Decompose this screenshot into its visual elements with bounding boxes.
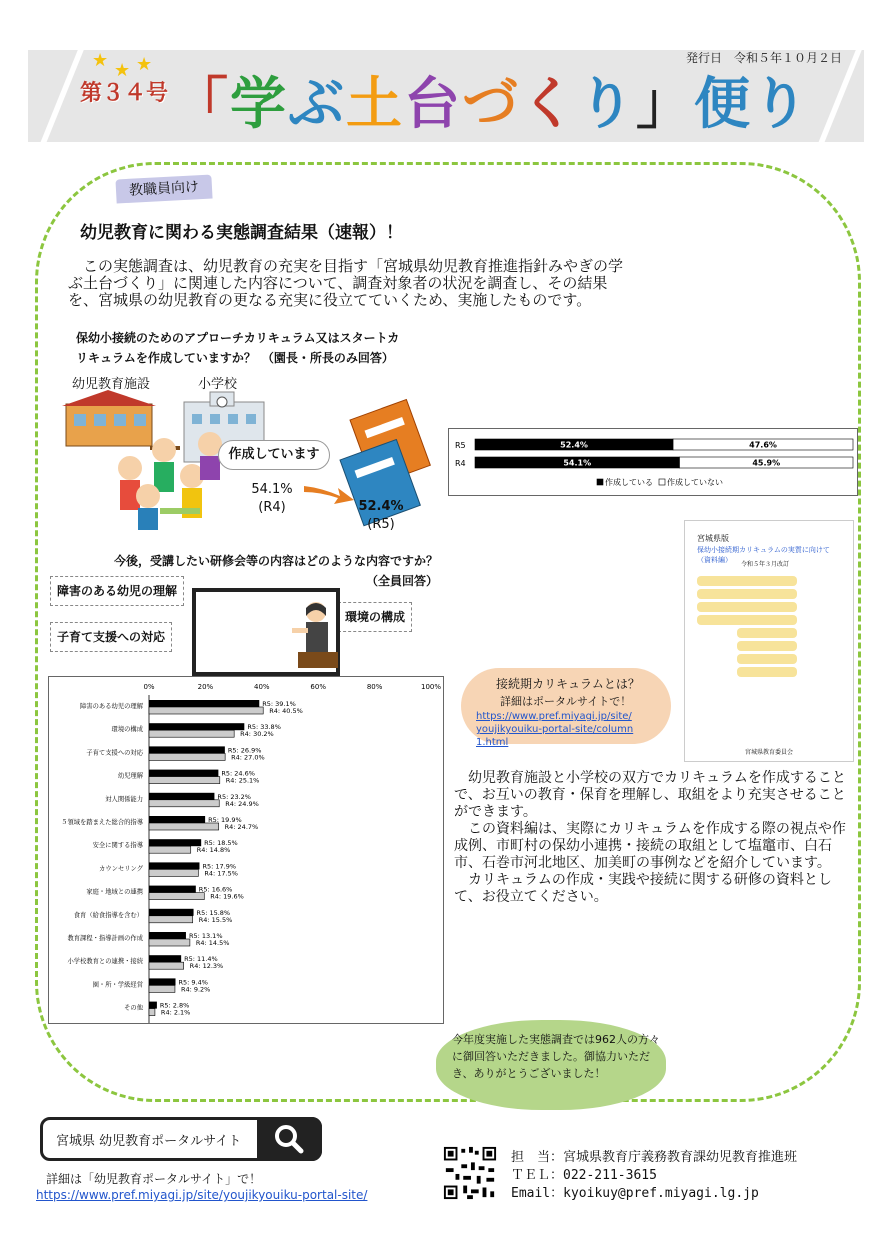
- body-paragraph: この資料編は、実際にカリキュラムを作成する際の視点や作成例、市町村の保幼小連携・接続の取組として塩竈市、白石市、石巻市河北地区、加美町の事例などを紹介しています。: [454, 821, 846, 871]
- body-paragraph: 幼児教育施設と小学校の双方でカリキュラムを作成することで、お互いの教育・保育を理解し、取組をより充実させることができます。: [454, 770, 846, 820]
- training-bar-svg: [49, 677, 443, 1023]
- bar-r4: [149, 707, 263, 714]
- audience-tag: 教職員向け: [115, 175, 212, 204]
- bar-r5: [149, 723, 244, 730]
- bar-r4: [149, 962, 184, 969]
- bar-r5: [149, 839, 201, 846]
- value-label-r4: R4: 40.5%: [269, 707, 303, 715]
- value-label-r4: R4: 2.1%: [160, 1008, 191, 1017]
- search-button[interactable]: [257, 1117, 322, 1161]
- contact-email: Email：kyoikuy@pref.miyagi.lg.jp: [511, 1186, 759, 1201]
- value-label-r4: R4: 14.8%: [196, 846, 231, 855]
- value-label-r5: R5: 15.8%: [196, 908, 231, 917]
- value-label-r4: R4: 12.3%: [189, 962, 224, 971]
- stack-category-label: R5: [455, 441, 466, 450]
- title-char: 土: [346, 72, 404, 137]
- title-char: り: [578, 72, 636, 137]
- arrow-icon: [302, 482, 356, 506]
- bar-r4: [149, 1009, 155, 1016]
- stack-value-label: 54.1%: [563, 458, 592, 468]
- value-label-r4: R4: 25.1%: [225, 776, 260, 785]
- title-char: 台: [404, 72, 462, 137]
- category-label: 教育課程・指導計画の作成: [67, 935, 143, 942]
- category-label: 幼児理解: [117, 772, 143, 780]
- r4-percentage: 54.1% (R4): [251, 482, 293, 515]
- x-tick-label: 80%: [366, 683, 383, 691]
- teacher-icon: [286, 598, 338, 672]
- footer-detail: 詳細は「幼児教育ポータルサイト」で！: [46, 1172, 262, 1186]
- question-2: 今後，受講したい研修会等の内容はどのような内容ですか？ （全員回答）: [113, 554, 438, 588]
- intro-paragraph: この実態調査は、幼児教育の充実を目指す「宮城県幼児教育推進指針みやぎの学ぶ土台づくり」に関連した内容について、調査対象者の状況を調査し、その結果を、宮城県の幼児教育の更なる充実に役立てていくため、実施したものです。: [68, 257, 624, 309]
- bar-r5: [149, 793, 214, 800]
- r5-percentage: 52.4% (R5): [358, 499, 404, 532]
- title-char: 」: [636, 72, 694, 137]
- contact-tel: ＴＥＬ：022-211-3615: [511, 1168, 657, 1183]
- category-label: 対人関係能力: [105, 795, 143, 803]
- legend-swatch: [597, 479, 603, 485]
- bar-r4: [149, 800, 219, 807]
- value-label-r4: R4: 19.6%: [210, 892, 244, 901]
- contact-info: [511, 1149, 797, 1203]
- label-kindergarten: 幼児教育施設: [72, 377, 151, 392]
- bubble-creating: 作成しています: [218, 440, 330, 470]
- cover-date: 令和５年３月改訂: [741, 561, 790, 568]
- bar-r4: [149, 846, 191, 853]
- bar-r4: [149, 823, 219, 830]
- category-label: 食育（給食指導を含む）: [73, 911, 143, 919]
- category-label: 障害のある幼児の理解: [80, 703, 143, 710]
- stack-value-label: 52.4%: [560, 440, 588, 450]
- thanks-message: 今年度実施した実態調査では962人の方々に御回答いただきました。御協力いただき、ありがとうございました！: [452, 1033, 660, 1080]
- value-label-r5: R5: 17.9%: [202, 862, 237, 871]
- bar-r5: [149, 770, 218, 777]
- value-label-r5: R5: 24.6%: [221, 769, 255, 778]
- tag-parenting: 子育て支援への対応: [50, 622, 172, 652]
- value-label-r4: R4: 24.7%: [224, 823, 259, 831]
- legend-label: 作成している: [605, 478, 653, 487]
- value-label-r4: R4: 15.5%: [198, 915, 233, 924]
- bar-r4: [149, 753, 225, 760]
- value-label-r5: R5: 33.8%: [247, 723, 281, 732]
- value-label-r4: R4: 30.2%: [240, 730, 274, 739]
- category-label: 園・所・学級経営: [92, 981, 143, 989]
- title-char: 学: [230, 72, 288, 137]
- title-char: 便: [694, 72, 752, 137]
- bar-r5: [149, 700, 259, 707]
- question-1: 保幼小接続のためのアプローチカリキュラム又はスタートカ リキュラムを作成していますか？ （園長・所長のみ回答）: [76, 331, 400, 365]
- title-char: ぶ: [288, 72, 346, 137]
- value-label-r4: R4: 9.2%: [180, 985, 211, 994]
- bar-r4: [149, 893, 204, 900]
- curriculum-title: 接続期カリキュラムとは？: [496, 677, 640, 691]
- value-label-r5: R5: 16.6%: [198, 885, 233, 894]
- qr-code-icon: [441, 1145, 499, 1201]
- stacked-bar-svg: [449, 429, 857, 495]
- category-label: ５領域を踏まえた総合的指導: [61, 819, 143, 826]
- bar-r4: [149, 777, 220, 784]
- bar-r5: [149, 816, 205, 823]
- bar-r4: [149, 916, 193, 923]
- bar-r5: [149, 1002, 157, 1009]
- bar-r5: [149, 746, 225, 753]
- bar-r5: [149, 932, 186, 939]
- training-bar-chart: [48, 676, 444, 1024]
- body-paragraph: カリキュラムの作成・実践や接続に関する研修の資料として、お役立てください。: [454, 872, 832, 905]
- category-label: 環境の構成: [111, 726, 143, 734]
- document-cover-thumbnail: [684, 520, 854, 762]
- contact-person: 担 当：宮城県教育庁義務教育課幼児教育推進班: [511, 1150, 798, 1165]
- legend-swatch: [659, 479, 665, 485]
- issue-number: 第３４号: [80, 81, 169, 106]
- category-label: 子育て支援への対応: [86, 749, 143, 757]
- value-label-r5: R5: 18.5%: [204, 839, 238, 848]
- bar-r4: [149, 939, 190, 946]
- title-char: づ: [462, 72, 520, 137]
- stack-value-label: 45.9%: [752, 458, 781, 468]
- value-label-r5: R5: 11.4%: [184, 955, 218, 964]
- value-label-r5: R5: 2.8%: [159, 1001, 190, 1010]
- curriculum-link[interactable]: https://www.pref.miyagi.jp/site/youjikyouiku-portal-site/column1.html: [476, 711, 634, 748]
- tag-disability: 障害のある幼児の理解: [50, 576, 184, 606]
- category-label: 安全に関する指導: [92, 842, 143, 850]
- cover-org: 宮城県版: [697, 534, 729, 543]
- x-tick-label: 20%: [197, 683, 214, 691]
- cover-toc: [697, 573, 797, 713]
- bar-r4: [149, 730, 234, 737]
- title-char: 「: [172, 72, 230, 137]
- stack-value-label: 47.6%: [749, 440, 777, 450]
- value-label-r5: R5: 39.1%: [262, 700, 296, 708]
- cover-title: 保幼小接続期カリキュラムの実質に向けて（資料編）: [697, 546, 830, 564]
- body-text: [454, 770, 856, 906]
- value-label-r5: R5: 23.2%: [217, 792, 251, 801]
- stack-category-label: R4: [455, 459, 466, 468]
- value-label-r5: R5: 19.9%: [208, 816, 242, 824]
- cover-footer: 宮城県教育委員会: [745, 749, 794, 756]
- stacked-bar-chart: [448, 428, 858, 496]
- x-tick-label: 100%: [420, 683, 442, 691]
- bar-r5: [149, 862, 199, 869]
- value-label-r4: R4: 24.9%: [225, 799, 259, 808]
- article-title: 幼児教育に関わる実態調査結果（速報）！: [80, 223, 403, 243]
- value-label-r5: R5: 26.9%: [227, 746, 262, 755]
- category-label: 小学校教育との連携・接続: [67, 958, 143, 966]
- category-label: その他: [124, 1004, 143, 1012]
- value-label-r4: R4: 27.0%: [231, 753, 265, 762]
- publish-date: 発行日 令和５年１０月２日: [686, 51, 843, 65]
- bar-r4: [149, 985, 175, 992]
- bar-r5: [149, 909, 194, 916]
- newsletter-title: [172, 60, 810, 140]
- category-label: 家庭・地域との連携: [86, 888, 143, 896]
- curriculum-subtitle: 詳細はポータルサイトで！: [500, 695, 632, 708]
- bar-r5: [149, 978, 176, 985]
- x-tick-label: 60%: [310, 683, 326, 691]
- x-tick-label: 40%: [254, 683, 270, 691]
- value-label-r5: R5: 9.4%: [178, 978, 208, 987]
- category-label: カウンセリング: [99, 865, 143, 873]
- label-school: 小学校: [198, 377, 238, 392]
- bar-r5: [149, 886, 196, 893]
- legend-label: 作成していない: [667, 478, 723, 487]
- value-label-r4: R4: 17.5%: [204, 869, 238, 878]
- title-char: り: [752, 72, 810, 137]
- bar-r5: [149, 955, 181, 962]
- search-text: 宮城県 幼児教育ポータルサイト: [56, 1134, 242, 1149]
- portal-link[interactable]: https://www.pref.miyagi.jp/site/youjikyouiku-portal-site/: [36, 1188, 368, 1202]
- bar-r4: [149, 869, 198, 876]
- x-tick-label: 0%: [143, 683, 155, 691]
- value-label-r5: R5: 13.1%: [188, 932, 223, 940]
- search-icon: [257, 1117, 322, 1161]
- tag-environment: 環境の構成: [338, 602, 412, 632]
- title-char: く: [520, 72, 578, 137]
- value-label-r4: R4: 14.5%: [195, 939, 230, 947]
